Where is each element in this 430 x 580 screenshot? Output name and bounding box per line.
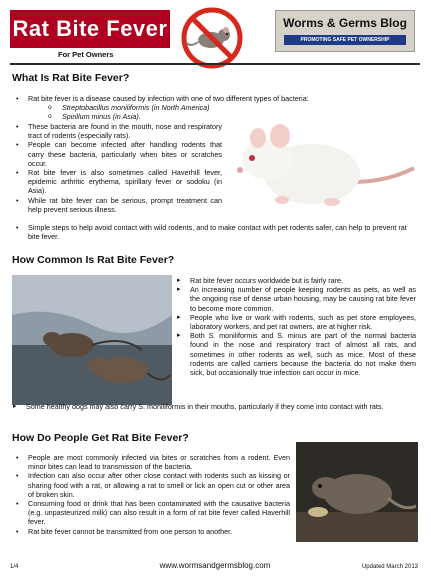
subtitle: For Pet Owners bbox=[58, 50, 114, 59]
footer-url[interactable]: www.wormsandgermsblog.com bbox=[159, 561, 271, 570]
list-item: ▸ An increasing number of people keeping rodents as pets, as well as the ongoing rise of dense urban housing, may be causing rat bite fever to become more common. bbox=[176, 285, 416, 313]
wild-rats-image bbox=[12, 275, 172, 405]
page-number: 1/4 bbox=[10, 564, 19, 570]
sub-list-item: o Streptobacillus moniliformis (in North America) bbox=[48, 103, 414, 112]
no-rat-icon bbox=[180, 6, 244, 70]
section2-list bbox=[176, 276, 416, 377]
section2-heading: How Common Is Rat Bite Fever? bbox=[12, 254, 175, 266]
blog-name: Worms & Germs Blog bbox=[283, 16, 407, 30]
section1-heading: What Is Rat Bite Fever? bbox=[12, 72, 130, 84]
updated-date: Updated March 2013 bbox=[361, 564, 418, 570]
list-item: • Simple steps to help avoid contact with wild rodents, and to make contact with pet rodents safer, can help to prevent rat bite fever. bbox=[14, 223, 418, 241]
section3-heading: How Do People Get Rat Bite Fever? bbox=[12, 432, 189, 444]
section2-list-tail bbox=[12, 402, 416, 411]
title-logo: Rat Bite Fever bbox=[10, 10, 170, 48]
list-item: • Rat bite fever is a disease caused by infection with one of two different types of bacteria: bbox=[14, 94, 414, 103]
list-item: ▸ Rat bite fever occurs worldwide but is fairly rare. bbox=[176, 276, 416, 285]
rat-eating-image bbox=[296, 442, 418, 542]
list-item: ▸ People who live or work with rodents, such as pet store employees, laboratory workers, and pet rat owners, are at higher risk. bbox=[176, 313, 416, 331]
section1-list-continued bbox=[14, 122, 222, 214]
sub-list-item: o Spirillum minus (in Asia). bbox=[48, 112, 414, 121]
list-item: ▸ Some healthy dogs may also carry S. moniliformis in their mouths, particularly if they come into contact with rats. bbox=[12, 402, 416, 411]
section3-list bbox=[14, 453, 290, 536]
list-item: • Infection can also occur after other close contact with rodents such as kissing or sharing food with a rat, or allowing a rat to smell or lick an open cut or other area of broken skin. bbox=[14, 471, 290, 499]
list-item: • Rat bite fever is also sometimes called Haverhill fever, epidemic arthritic erythema, spirillary fever or sodoku (in Asia). bbox=[14, 168, 222, 196]
list-item: • Consuming food or drink that has been contaminated with the causative bacteria (e.g. unpasteurized milk) can also result in a form of rat bite fever called Haverhill fever. bbox=[14, 499, 290, 527]
list-item: • People are most commonly infected via bites or scratches from a rodent. Even minor bites can lead to transmission of the bacteria. bbox=[14, 453, 290, 471]
list-item: • These bacteria are found in the mouth, nose and respiratory tract of rodents (especially rats). bbox=[14, 122, 222, 140]
white-rat-image bbox=[222, 112, 418, 220]
header-divider bbox=[10, 63, 420, 65]
blog-tagline: PROMOTING SAFE PET OWNERSHIP bbox=[284, 35, 406, 45]
section1-list-tail bbox=[14, 223, 418, 241]
list-item: • People can become infected after handling rodents that carry these bacteria, particularly when bites or scratches occur. bbox=[14, 140, 222, 168]
list-item: ▸ Both S. moniliformis and S. minus are part of the normal bacteria found in the nose and respiratory tract of almost all rats, and sometimes in other rodents as well, such as mice. Most of these rodents are called carriers because the bacteria do not make them sick, but occasionally true infection can occur in mice. bbox=[176, 331, 416, 377]
list-item: • While rat bite fever can be serious, prompt treatment can help prevent serious illness. bbox=[14, 196, 222, 214]
blog-logo bbox=[275, 10, 415, 52]
list-item: • Rat bite fever cannot be transmitted from one person to another. bbox=[14, 527, 290, 536]
